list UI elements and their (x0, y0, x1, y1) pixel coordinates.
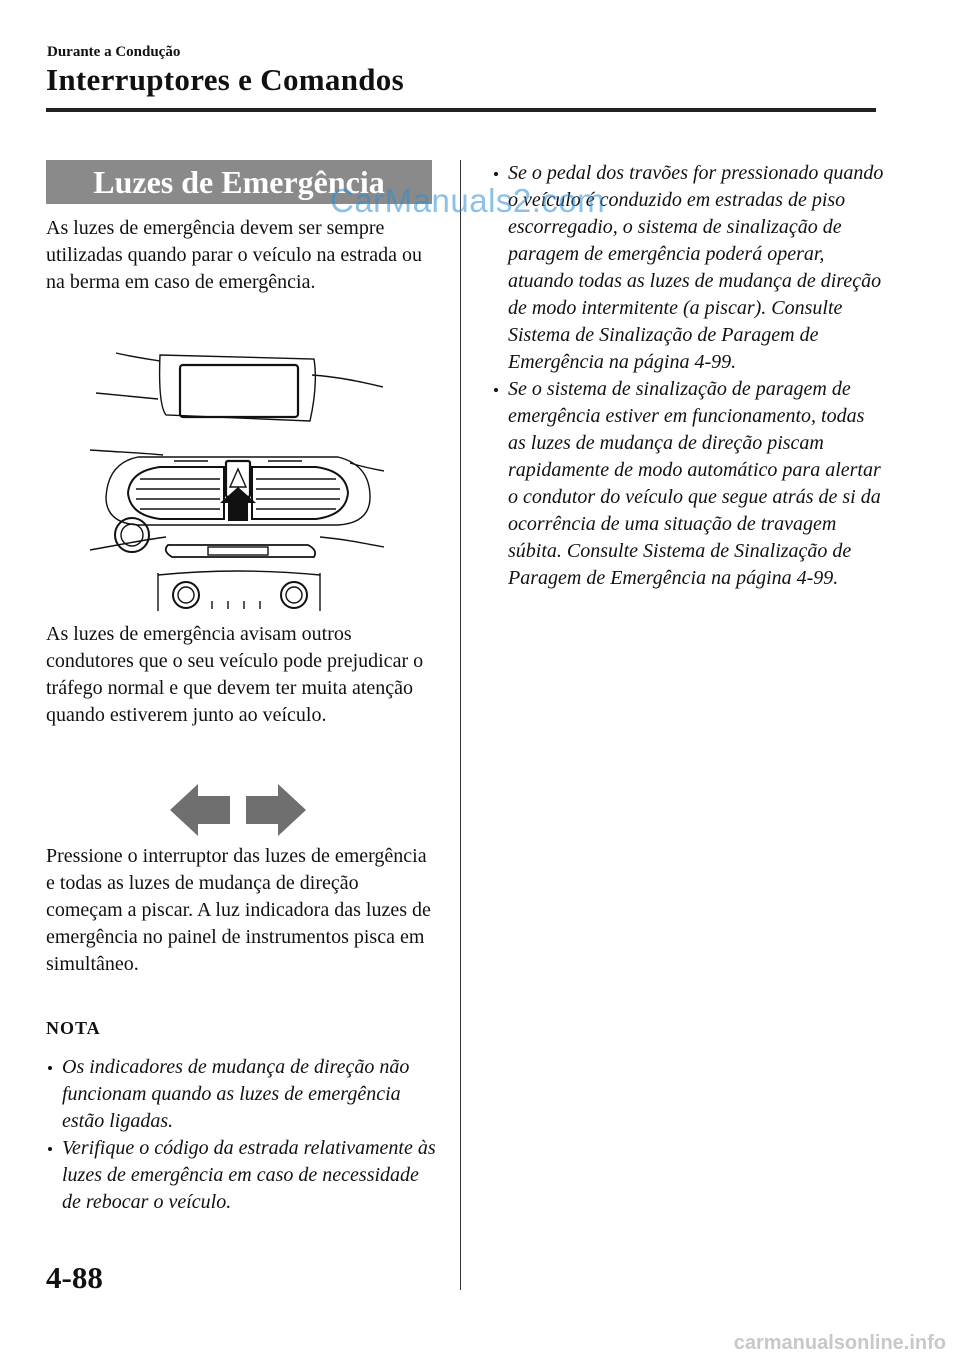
column-divider (460, 160, 461, 1290)
header-rule (46, 108, 876, 112)
page-number: 4-88 (46, 1260, 103, 1295)
note-label: NOTA (46, 1018, 101, 1038)
watermark: CarManuals2.com (330, 182, 606, 219)
section-title-banner: Luzes de Emergência (46, 160, 432, 204)
bullet-icon (48, 1066, 52, 1070)
bullet-icon (494, 172, 498, 176)
warning-paragraph: As luzes de emergência avisam outros condutores que o seu veículo pode prejudicar o tráfego normal e que devem ter muita atenção quando estiverem junto ao veículo. (46, 623, 424, 726)
intro-paragraph: As luzes de emergência devem ser sempre utilizadas quando parar o veículo na estrada ou na berma em caso de emergência. (46, 217, 422, 293)
hazard-switch-dashboard-illustration (88, 345, 388, 613)
instruction-paragraph: Pressione o interruptor das luzes de emergência e todas as luzes de mudança de direção começam a piscar. A luz indicadora das luzes de emergência no painel de instrumentos pisca em simultâneo. (46, 845, 431, 975)
bullet-icon (48, 1147, 52, 1151)
list-item: Os indicadores de mudança de direção não funcionam quando as luzes de emergência estão ligadas. (46, 1054, 438, 1135)
right-column-list (492, 160, 884, 592)
breadcrumb: Durante a Condução (47, 44, 181, 60)
hazard-arrows-icon (168, 782, 308, 838)
list-item: Verifique o código da estrada relativamente às luzes de emergência em caso de necessidade de rebocar o veículo. (46, 1135, 438, 1216)
footer-site-watermark: carmanualsonline.info (733, 1332, 946, 1354)
bullet-icon (494, 388, 498, 392)
page-title: Interruptores e Comandos (46, 62, 404, 97)
list-item: Se o pedal dos travões for pressionado quando o veículo é conduzido em estradas de piso escorregadio, o sistema de sinalização de paragem de emergência poderá operar, atuando todas as luzes de mudança de direção de modo intermitente (a piscar). Consulte Sistema de Sinalização de Paragem de Emergência na página 4-99. (492, 160, 884, 376)
list-item: Se o sistema de sinalização de paragem de emergência estiver em funcionamento, todas as luzes de mudança de direção piscam rapidamente de modo automático para alertar o condutor do veículo que segue atrás de si da ocorrência de uma situação de travagem súbita. Consulte Sistema de Sinalização de Paragem de Emergência na página 4-99. (492, 376, 884, 592)
note-list (46, 1054, 438, 1216)
